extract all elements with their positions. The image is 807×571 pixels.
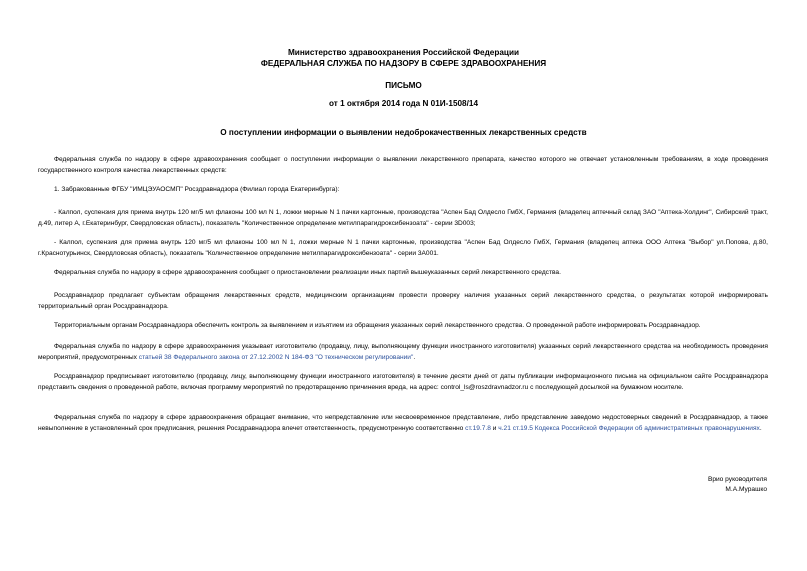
law-link[interactable]: статьей 38 Федерального закона от 27.12.2002 N 184-ФЗ "О техническом регулировании" <box>138 353 414 361</box>
paragraph-check-request: Росздравнадзор предлагает субъектам обращения лекарственных средств, медицинским организациям провести проверку наличия указанных серий лекарственного средства, о результатах которой информировать территориальный орган Росздравнадзора. <box>38 292 768 310</box>
doc-type: ПИСЬМО <box>385 81 422 90</box>
paragraph-liability: Федеральная служба по надзору в сфере здравоохранения обращает внимание, что непредставление или несвоевременное представление, либо представление заведомо недостоверных сведений в Росздравнадзор, а также невыполнение в установленный срок предписания, решения Росздравнадзора влечет ответственность, предусмотренную соответственно ст.19.7.8 и ч.21 ст.19.5 Кодекса Российской Федерации об административных правонарушениях. <box>38 414 768 432</box>
paragraph-manufacturer-notice: Федеральная служба по надзору в сфере здравоохранения указывает изготовителю (продавцу, лицу, выполняющему функции иностранного изготовителя) указанных серий лекарственного средства на необходимость проведения мероприятий, предусмотренных статьей 38 Федерального закона от 27.12.2002 N 184-ФЗ "О техническом регулировании". <box>38 343 768 361</box>
code-article-link-2[interactable]: ч.21 ст.19.5 Кодекса Российской Федерации об административных правонарушениях <box>498 424 760 432</box>
paragraph-item-2: - Калпол, суспензия для приема внутрь 120 мг/5 мл флаконы 100 мл N 1, ложки мерные N 1 пачки картонные, производства "Аспен Бад Олдесло ГмбХ, Германия (владелец аптека ООО Аптека "Выбор" ул.Попова, д.80, г.Краснотурьинск, Свердловская область), показатель "Количественное определение метилпарагидроксибензоата" - серии 3А001. <box>38 239 768 257</box>
paragraph-item-1: - Калпол, суспензия для приема внутрь 120 мг/5 мл флаконы 100 мл N 1, ложки мерные N 1 пачки картонные, производства "Аспен Бад Олдесло ГмбХ, Германия (владелец аптечный склад ЗАО "Аптека-Холдинг", Сибирский тракт, д.49, литер А, г.Екатеринбург, Свердловская область), показатель "Количественное определение метилпарагидроксибензоата" - серии 3D003; <box>38 209 768 227</box>
paragraph-rejected-header: 1. Забракованные ФГБУ "ИМЦЭУАОСМП" Росздравнадзора (Филиал города Екатеринбурга): <box>54 186 340 193</box>
paragraph-prescription: Росздравнадзор предписывает изготовителю (продавцу, лицу, выполняющему функции иностранного изготовителя) в течение десяти дней от даты публикации информационного письма на официальном сайте Росздравнадзора представить сведения о проведенной работе, включая программу мероприятий по предотвращению причинения вреда, на адрес: control_ls@roszdravnadzor.ru с последующей досылкой на бумажном носителе. <box>38 373 768 391</box>
ministry-title: Министерство здравоохранения Российской Федерации <box>287 48 520 57</box>
paragraph-territorial-control: Территориальным органам Росздравнадзора обеспечить контроль за выявлением и изъятием из обращения указанных серий лекарственного средства. О проведенной работе информировать Росздравнадзор. <box>54 322 701 329</box>
paragraph-intro: Федеральная служба по надзору в сфере здравоохранения сообщает о поступлении информации о выявлении лекарственного препарата, качество которого не отвечает установленным требованиям, в ходе проведения государственного контроля качества лекарственных средств: <box>38 156 768 174</box>
doc-subject: О поступлении информации о выявлении недоброкачественных лекарственных средств <box>220 128 587 137</box>
signature-position: Врио руководителя <box>707 476 767 483</box>
paragraph-suspension: Федеральная служба по надзору в сфере здравоохранения сообщает о приостановлении реализации иных партий вышеуказанных серий лекарственного средства. <box>54 269 561 276</box>
code-article-link-1[interactable]: ст.19.7.8 <box>465 424 491 432</box>
signature-name: М.А.Мурашко <box>725 486 767 493</box>
doc-date-number: от 1 октября 2014 года N 01И-1508/14 <box>328 99 478 108</box>
service-title: ФЕДЕРАЛЬНАЯ СЛУЖБА ПО НАДЗОРУ В СФЕРЕ ЗДРАВООХРАНЕНИЯ <box>260 59 547 68</box>
